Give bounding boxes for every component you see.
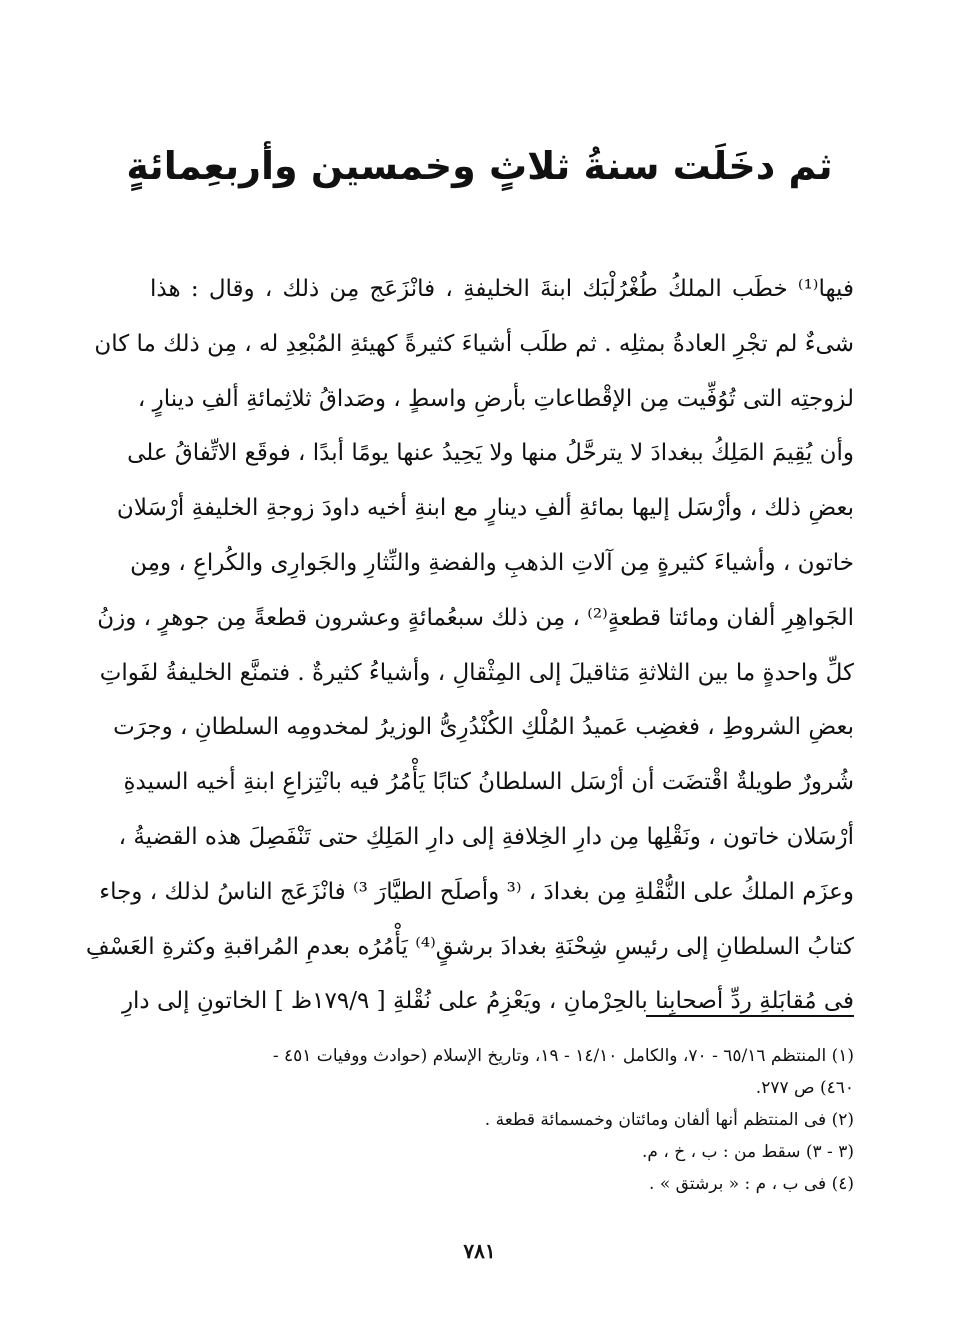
text-line: خاتون ، وأشياءَ كثيرةٍ مِن آلاتِ الذهبِ والفضةِ والنِّثارِ والجَوارِى والكُراعِ ، ومِن xyxy=(130,549,854,576)
text-line: وعزَم الملكُ على النُّقْلةِ مِن بغدادَ ، ⁽³ وأصلَح الطيَّارَ ³⁾ فانْزَعَج الناسُ لذلك ، وجاء xyxy=(99,878,854,905)
footnote-line: (٢) فى المنتظم أنها ألفان ومائتان وخمسمائة قطعة . xyxy=(484,1110,854,1130)
page-number: ٧٨١ xyxy=(463,1239,496,1263)
footnote-line: (١) المنتظم ٦٥/١٦ - ٧٠، والكامل ١٤/١٠ - ١٩، وتاريخ الإسلام (حوادث ووفيات ٤٥١ - xyxy=(272,1046,854,1066)
text-line: وأن يُقِيمَ المَلِكُ ببغدادَ لا يترحَّلُ منها ولا يَحِيدُ عنها يومًا أبدًا ، فوقَع الاتِّفاقُ على xyxy=(127,440,854,467)
text-line: الجَواهِرِ ألفان ومائتا قطعةٍ⁽²⁾ ، مِن ذلك سبعُمائةٍ وعشرون قطعةً مِن جوهرٍ ، وزنُ xyxy=(97,604,854,631)
footnote-separator xyxy=(646,1015,854,1017)
text-line: بعضِ الشروطِ ، فغضِب عَميدُ المُلْكِ الكُنْدُرِىُّ الوزيرُ لمخدومِه السلطانِ ، وجرَت xyxy=(113,714,854,741)
text-line: لزوجتِه التى تُوُفِّيت مِن الإقْطاعاتِ بأرضِ واسطٍ ، وصَداقُ ثلاثِمائةِ ألفِ دينارٍ ، xyxy=(137,385,854,412)
footnote-line: (٤) فى ب ، م : « برشتق » . xyxy=(649,1174,854,1194)
text-line: كتابُ السلطانِ إلى رئيسِ شِحْنَةِ بغدادَ برشقٍ⁽⁴⁾ يَأْمُرُه بعدمِ المُراقبةِ وكثرةِ العَسْفِ xyxy=(85,933,854,960)
chapter-heading: ثم دخَلَت سنةُ ثلاثٍ وخمسين وأربعِمائةٍ xyxy=(126,144,833,188)
footnotes xyxy=(140,1040,854,1200)
text-line: كلِّ واحدةٍ ما بين الثلاثةِ مَثاقيلَ إلى المِثْقالِ ، وأشياءُ كثيرةٌ . فتمنَّع الخليفةُ لفَواتِ xyxy=(99,659,854,686)
footnote-line: ٤٦٠) ص ٢٧٧. xyxy=(755,1078,854,1098)
text-line: أرْسَلان خاتون ، ونَقْلِها مِن دارِ الخِلافةِ إلى دارِ المَلِكِ حتى تَنْفَصِلَ هذه القضيةُ ، xyxy=(118,823,854,850)
text-line: شىءٌ لم تجْرِ العادةُ بمثلِه . ثم طلَب أشياءَ كثيرةً كهيئةِ المُبْعِدِ له ، مِن ذلك ما كان xyxy=(94,330,854,357)
text-line: شُرورٌ طويلةٌ اقْتضَت أن أرْسَل السلطانُ كتابًا يَأْمُرُ فيه بانْتِزاعِ ابنةِ أخيه السيدةِ xyxy=(123,769,854,796)
text-line: بعضِ ذلك ، وأرْسَل إليها بمائةِ ألفِ دينارٍ مع ابنةِ أخيه داودَ زوجةِ الخليفةِ أرْسَلان xyxy=(116,495,854,522)
main-text xyxy=(85,262,854,1029)
text-line: فيها⁽¹⁾ خطَب الملكُ طُغْرُلْبَك ابنةَ الخليفةِ ، فانْزَعَج مِن ذلك ، وقال : هذا xyxy=(150,276,854,302)
footnote-line: (٣ - ٣) سقط من : ب ، خ ، م. xyxy=(642,1142,854,1162)
text-line: فى مُقابَلةِ ردِّ أصحابِنا بالحِرْمانِ ، ويَعْزِمُ على نُقْلةِ [ ١٧٩/٩ظ ] الخاتونِ إلى دارِ xyxy=(121,988,854,1015)
